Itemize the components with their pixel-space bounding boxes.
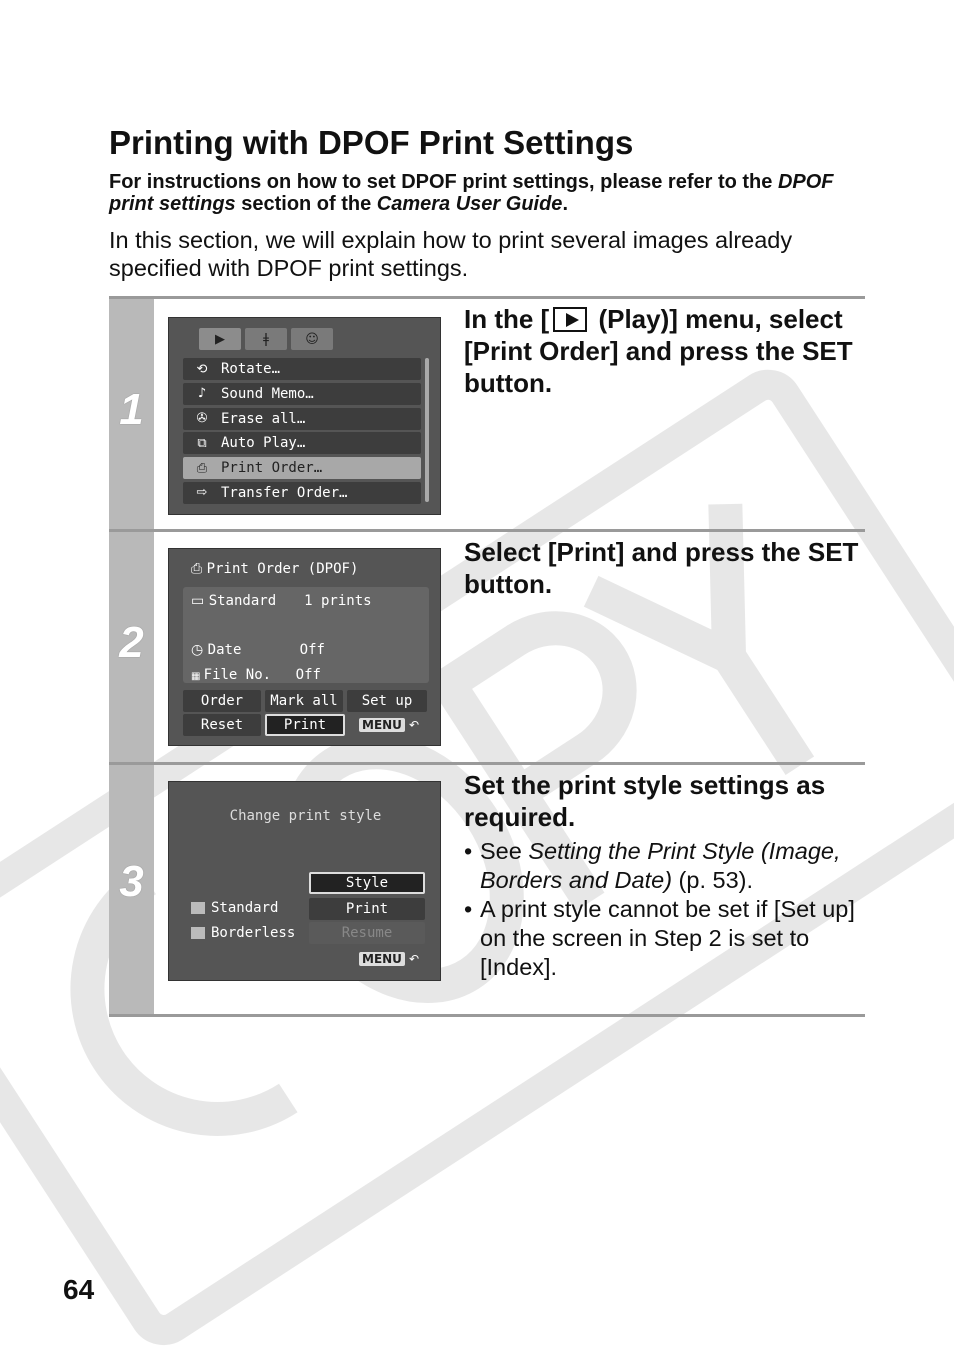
print-button: Print [309, 898, 425, 920]
row-label: File No. [203, 667, 272, 683]
step-heading: Select [Print] and press the SET button. [464, 537, 859, 599]
erase-icon: ✇ [196, 411, 208, 427]
menu-item-transfer-order [183, 482, 421, 504]
row-value: Off [295, 667, 321, 683]
resume-button: Resume [309, 922, 425, 944]
print-order-icon: ⎙ [196, 460, 208, 476]
menu-return-hint [359, 718, 419, 732]
play-icon: ▶ [199, 328, 241, 350]
microphone-icon: ♪ [197, 386, 207, 402]
menu-item-label: Sound Memo… [221, 385, 314, 402]
step-heading [464, 303, 865, 399]
print-order-icon: ⎙ [191, 561, 207, 577]
step-bullets [464, 837, 865, 982]
standard-row [191, 593, 372, 609]
camera-screen-print-style [168, 781, 441, 981]
intro-paragraph: In this section, we will explain how to print several images already specified with DPOF print settings. [109, 227, 793, 281]
image-icon: ▭ [191, 593, 209, 609]
intro-note-text: section of the [235, 193, 377, 215]
screen-title-text: Print Order (DPOF) [206, 561, 359, 577]
bullet-text: (p. 53). [672, 867, 754, 893]
step-number: 2 [119, 618, 144, 667]
bullet-ref: Setting the Print Style (Image, Borders and Date) [480, 838, 841, 893]
menu-item-rotate [183, 358, 421, 380]
return-icon: ↶ [408, 952, 419, 966]
intro-note-ref-2: Camera User Guide [376, 193, 563, 215]
wrench-icon: ǂ [245, 328, 287, 350]
intro-note-text: . [562, 193, 568, 215]
reset-button: Reset [183, 714, 261, 736]
screen-title [191, 561, 358, 577]
menu-item-auto-play [183, 432, 421, 454]
intro-note-text: For instructions on how to set DPOF print settings, please refer to the [109, 171, 778, 193]
step-2-text [464, 536, 865, 600]
rotate-icon: ⟲ [196, 361, 208, 377]
row-label: Date [207, 642, 242, 658]
step-heading: Set the print style settings as required. [464, 770, 826, 832]
scrollbar [425, 358, 429, 502]
menu-tabs [199, 328, 333, 350]
standard-option [191, 900, 278, 916]
step-1 [109, 296, 865, 529]
menu-item-erase-all [183, 408, 421, 430]
menu-item-label: Rotate… [221, 361, 281, 377]
menu-label: MENU [359, 718, 405, 732]
auto-play-icon: ⧉ [197, 435, 207, 451]
row-value: 1 prints [304, 593, 372, 609]
bullet-item [464, 837, 865, 895]
step-1-text [464, 303, 865, 399]
menu-item-sound-memo [183, 383, 421, 405]
step-number: 1 [119, 385, 144, 434]
mark-all-button: Mark all [265, 690, 343, 712]
file-number-icon: ▦ [191, 671, 204, 682]
play-icon [553, 307, 587, 332]
step-3-text [464, 769, 865, 982]
intro-note [109, 171, 869, 215]
menu-return-hint [359, 952, 419, 966]
screen-title: Change print style [229, 808, 382, 824]
date-row [191, 642, 325, 658]
step-heading-text: (Play)] menu, select [Print Order] and press the SET button. [464, 304, 853, 398]
print-button: Print [265, 714, 345, 736]
return-icon: ↶ [408, 718, 419, 732]
step-3 [109, 762, 865, 1017]
borderless-option [191, 925, 295, 941]
step-heading-text: In the [ [464, 304, 550, 334]
camera-screen-play-menu [168, 317, 441, 515]
menu-item-label: Erase all… [221, 410, 306, 427]
set-up-button: Set up [347, 690, 427, 712]
option-label: Borderless [211, 925, 296, 941]
menu-label: MENU [359, 952, 405, 966]
step-number: 3 [119, 857, 144, 906]
bullet-item: • A print style cannot be set if [Set up] on the screen in Step 2 is set to [Index]. [464, 895, 865, 982]
camera-screen-print-order [168, 548, 441, 746]
page-number: 64 [63, 1274, 95, 1305]
clock-icon: ◷ [191, 642, 208, 658]
checkbox-icon [191, 927, 205, 939]
menu-item-label: Transfer Order… [221, 484, 348, 501]
person-icon: ☺ [291, 328, 333, 350]
play-menu-list [183, 358, 421, 507]
bullet-text: See [480, 838, 529, 864]
menu-item-print-order [183, 457, 421, 479]
file-no-row [191, 667, 321, 683]
style-button: Style [309, 872, 425, 894]
intro-note-ref-1: DPOF print settings [109, 171, 834, 215]
step-2 [109, 529, 865, 762]
row-value: Off [299, 642, 325, 658]
transfer-order-icon: ⇨ [196, 485, 208, 501]
row-label: Standard [208, 593, 277, 609]
menu-item-label: Print Order… [221, 460, 323, 477]
checkbox-icon [191, 902, 205, 914]
option-label: Standard [211, 900, 279, 916]
menu-item-label: Auto Play… [221, 435, 306, 452]
order-button: Order [183, 690, 261, 712]
steps-table [109, 296, 865, 1017]
page-title: Printing with DPOF Print Settings [109, 124, 634, 161]
